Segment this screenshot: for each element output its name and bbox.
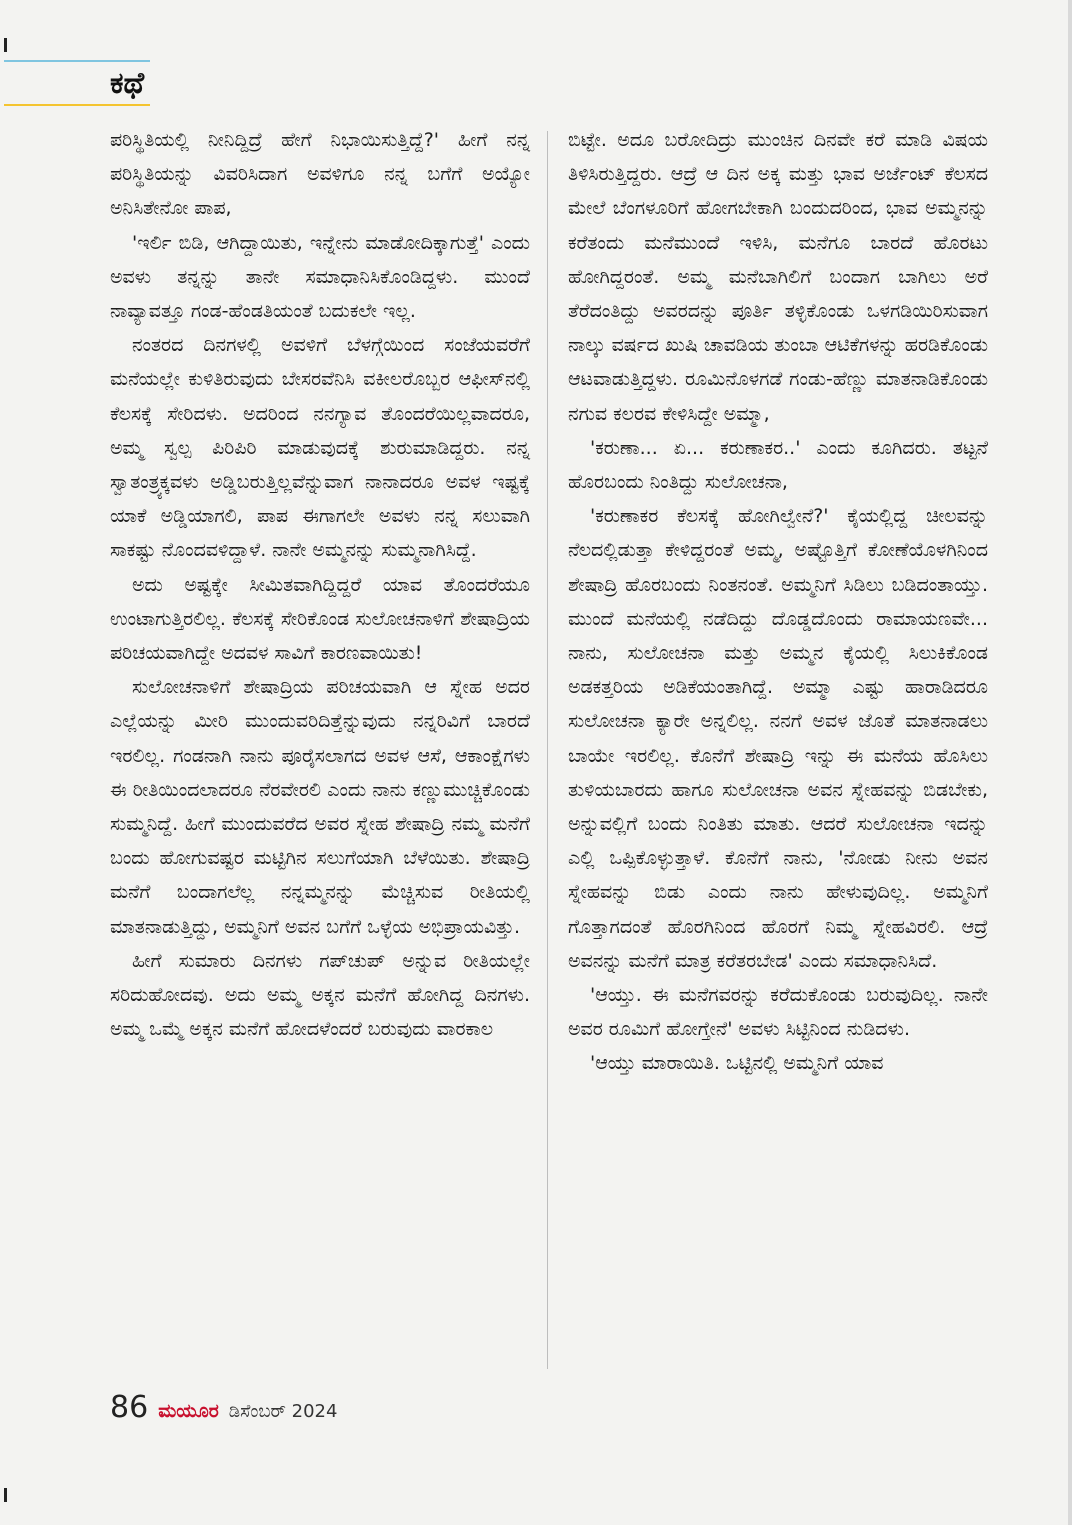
paragraph: 'ಆಯ್ತು. ಈ ಮನೆಗವರನ್ನು ಕರೆದುಕೊಂಡು ಬರುವುದಿಲ್ಲ. ನಾನೇ ಅವರ ರೂಮಿಗೆ ಹೋಗ್ತೇನೆ' ಅವಳು ಸಿಟ್ಟಿನಿಂದ ನುಡಿದಳು. [568, 984, 988, 1041]
paragraph: ಪರಿಸ್ಥಿತಿಯಲ್ಲಿ ನೀನಿದ್ದಿದ್ರೆ ಹೇಗೆ ನಿಭಾಯಿಸುತ್ತಿದ್ದೆ?' ಹೀಗೆ ನನ್ನ ಪರಿಸ್ಥಿತಿಯನ್ನು ವಿವರಿಸಿದಾಗ ಅವಳಿಗೂ ನನ್ನ ಬಗೆಗೆ ಅಯ್ಯೋ ಅನಿಸಿತೇನೋ ಪಾಪ, [110, 129, 530, 220]
header-rule-yellow [4, 104, 150, 106]
paragraph: 'ಆಯ್ತು ಮಾರಾಯಿತಿ. ಒಟ್ಟಿನಲ್ಲಿ ಅಮ್ಮನಿಗೆ ಯಾವ [590, 1052, 884, 1075]
paragraph: ಅದು ಅಷ್ಟಕ್ಕೇ ಸೀಮಿತವಾಗಿದ್ದಿದ್ದರೆ ಯಾವ ತೊಂದರೆಯೂ ಉಂಟಾಗುತ್ತಿರಲಿಲ್ಲ. ಕೆಲಸಕ್ಕೆ ಸೇರಿಕೊಂಡ ಸುಲೋಚನಾಳಿಗೆ ಶೇಷಾದ್ರಿಯ ಪರಿಚಯವಾಗಿದ್ದೇ ಅದವಳ ಸಾವಿಗೆ ಕಾರಣವಾಯಿತು! [110, 573, 530, 665]
paragraph: 'ಇರ್ಲಿ ಬಿಡಿ, ಆಗಿದ್ದಾಯಿತು, ಇನ್ನೇನು ಮಾಡೋದಿಕ್ಕಾಗುತ್ತೆ' ಎಂದು ಅವಳು ತನ್ನನ್ನು ತಾನೇ ಸಮಾಧಾನಿಸಿಕೊಂಡಿದ್ದಳು. ಮುಂದೆ ನಾವ್ಯಾವತ್ತೂ ಗಂಡ-ಹೆಂಡತಿಯಂತೆ ಬದುಕಲೇ ಇಲ್ಲ. [110, 231, 530, 323]
header-rule-blue [4, 60, 150, 62]
paragraph: ಸುಲೋಚನಾಳಿಗೆ ಶೇಷಾದ್ರಿಯ ಪರಿಚಯವಾಗಿ ಆ ಸ್ನೇಹ ಅದರ ಎಲ್ಲೆಯನ್ನು ಮೀರಿ ಮುಂದುವರಿದಿತ್ತೆನ್ನುವುದು ನನ್ನರಿವಿಗೆ ಬಾರದೆ ಇರಲಿಲ್ಲ. ಗಂಡನಾಗಿ ನಾನು ಪೂರೈಸಲಾಗದ ಅವಳ ಆಸೆ, ಆಕಾಂಕ್ಷೆಗಳು ಈ ರೀತಿಯಿಂದಲಾದರೂ ನೆರವೇರಲಿ ಎಂದು ನಾನು ಕಣ್ಣುಮುಚ್ಚಿಕೊಂಡು ಸುಮ್ಮನಿದ್ದೆ. ಹೀಗೆ ಮುಂದುವರೆದ ಅವರ ಸ್ನೇಹ ಶೇಷಾದ್ರಿ ನಮ್ಮ ಮನೆಗೆ ಬಂದು ಹೋಗುವಷ್ಟರ ಮಟ್ಟಿಗಿನ ಸಲುಗೆಯಾಗಿ ಬೆಳೆಯಿತು. ಶೇಷಾದ್ರಿ ಮನೆಗೆ ಬಂದಾಗಲೆಲ್ಲ ನನ್ನಮ್ಮನನ್ನು ಮೆಚ್ಚಿಸುವ ರೀತಿಯಲ್ಲಿ ಮಾತನಾಡುತ್ತಿದ್ದು, ಅಮ್ಮನಿಗೆ ಅವನ ಬಗೆಗೆ ಒಳ್ಳೆಯ ಅಭಿಪ್ರಾಯವಿತ್ತು. [110, 676, 530, 938]
issue-date: ಡಿಸೆಂಬರ್ 2024 [228, 1401, 338, 1422]
paragraph: ನಂತರದ ದಿನಗಳಲ್ಲಿ ಅವಳಿಗೆ ಬೆಳಗ್ಗೆಯಿಂದ ಸಂಜೆಯವರೆಗೆ ಮನೆಯಲ್ಲೇ ಕುಳಿತಿರುವುದು ಬೇಸರವೆನಿಸಿ ವಕೀಲರೊಬ್ಬರ ಆಫೀಸ್‌ನಲ್ಲಿ ಕೆಲಸಕ್ಕೆ ಸೇರಿದಳು. ಅದರಿಂದ ನನಗ್ಯಾವ ತೊಂದರೆಯಿಲ್ಲವಾದರೂ, ಅಮ್ಮ ಸ್ವಲ್ಪ ಪಿರಿಪಿರಿ ಮಾಡುವುದಕ್ಕೆ ಶುರುಮಾಡಿದ್ದರು. ನನ್ನ ಸ್ವಾತಂತ್ರ್ಯಕ್ಕವಳು ಅಡ್ಡಿಬರುತ್ತಿಲ್ಲವೆನ್ನುವಾಗ ನಾನಾದರೂ ಅವಳ ಇಷ್ಟಕ್ಕೆ ಯಾಕೆ ಅಡ್ಡಿಯಾಗಲಿ, ಪಾಪ ಈಗಾಗಲೇ ಅವಳು ನನ್ನ ಸಲುವಾಗಿ ಸಾಕಷ್ಟು ನೊಂದವಳಿದ್ದಾಳೆ. ನಾನೇ ಅಮ್ಮನನ್ನು ಸುಮ್ಮನಾಗಿಸಿದ್ದೆ. [110, 334, 530, 562]
crop-mark-top [4, 38, 7, 52]
paragraph: 'ಕರುಣಾಕರ ಕೆಲಸಕ್ಕೆ ಹೋಗಿಲ್ವೇನೆ?' ಕೈಯಲ್ಲಿದ್ದ ಚೀಲವನ್ನು ನೆಲದಲ್ಲಿಡುತ್ತಾ ಕೇಳಿದ್ದರಂತೆ ಅಮ್ಮ, ಅಷ್ಟೊತ್ತಿಗೆ ಕೋಣೆಯೊಳಗಿನಿಂದ ಶೇಷಾದ್ರಿ ಹೊರಬಂದು ನಿಂತನಂತೆ. ಅಮ್ಮನಿಗೆ ಸಿಡಿಲು ಬಡಿದಂತಾಯ್ತು. ಮುಂದೆ ಮನೆಯಲ್ಲಿ ನಡೆದಿದ್ದು ದೊಡ್ಡದೊಂದು ರಾಮಾಯಣವೇ... ನಾನು, ಸುಲೋಚನಾ ಮತ್ತು ಅಮ್ಮನ ಕೈಯಲ್ಲಿ ಸಿಲುಕಿಕೊಂಡ ಅಡಕತ್ತರಿಯ ಅಡಿಕೆಯಂತಾಗಿದ್ದೆ. ಅಮ್ಮಾ ಎಷ್ಟು ಹಾರಾಡಿದರೂ ಸುಲೋಚನಾ ಕ್ಯಾರೇ ಅನ್ನಲಿಲ್ಲ. ನನಗೆ ಅವಳ ಜೊತೆ ಮಾತನಾಡಲು ಬಾಯೇ ಇರಲಿಲ್ಲ. ಕೊನೆಗೆ ಶೇಷಾದ್ರಿ ಇನ್ನು ಈ ಮನೆಯ ಹೊಸಿಲು ತುಳಿಯಬಾರದು ಹಾಗೂ ಸುಲೋಚನಾ ಅವನ ಸ್ನೇಹವನ್ನು ಬಿಡಬೇಕು, ಅನ್ನುವಲ್ಲಿಗೆ ಬಂದು ನಿಂತಿತು ಮಾತು. ಆದರೆ ಸುಲೋಚನಾ ಇದನ್ನು ಎಲ್ಲಿ ಒಪ್ಪಿಕೊಳ್ಳುತ್ತಾಳೆ. ಕೊನೆಗೆ ನಾನು, 'ನೋಡು ನೀನು ಅವನ ಸ್ನೇಹವನ್ನು ಬಿಡು ಎಂದು ನಾನು ಹೇಳುವುದಿಲ್ಲ. ಅಮ್ಮನಿಗೆ ಗೊತ್ತಾಗದಂತೆ ಹೊರಗಿನಿಂದ ಹೊರಗೆ ನಿಮ್ಮ ಸ್ನೇಹವಿರಲಿ. ಆದ್ರೆ ಅವನನ್ನು ಮನೆಗೆ ಮಾತ್ರ ಕರೆತರಬೇಡ' ಎಂದು ಸಮಾಧಾನಿಸಿದೆ. [568, 505, 988, 972]
page-footer [110, 1390, 337, 1430]
paragraph: ಬಿಟ್ಟೇ. ಅದೂ ಬರೋದಿದ್ರು ಮುಂಚಿನ ದಿನವೇ ಕರೆ ಮಾಡಿ ವಿಷಯ ತಿಳಿಸಿರುತ್ತಿದ್ದರು. ಆದ್ರೆ ಆ ದಿನ ಅಕ್ಕ ಮತ್ತು ಭಾವ ಅರ್ಜೆಂಟ್ ಕೆಲಸದ ಮೇಲೆ ಬೆಂಗಳೂರಿಗೆ ಹೋಗಬೇಕಾಗಿ ಬಂದುದರಿಂದ, ಭಾವ ಅಮ್ಮನನ್ನು ಕರೆತಂದು ಮನೆಮುಂದೆ ಇಳಿಸಿ, ಮನೆಗೂ ಬಾರದೆ ಹೊರಟು ಹೋಗಿದ್ದರಂತೆ. ಅಮ್ಮ ಮನೆಬಾಗಿಲಿಗೆ ಬಂದಾಗ ಬಾಗಿಲು ಅರೆ ತೆರೆದಂತಿದ್ದು ಅವರದನ್ನು ಪೂರ್ತಿ ತಳ್ಳಿಕೊಂಡು ಒಳಗಡಿಯಿರಿಸುವಾಗ ನಾಲ್ಕು ವರ್ಷದ ಖುಷಿ ಚಾವಡಿಯ ತುಂಬಾ ಆಟಿಕೆಗಳನ್ನು ಹರಡಿಕೊಂಡು ಆಟವಾಡುತ್ತಿದ್ದಳು. ರೂಮಿನೊಳಗಡೆ ಗಂಡು-ಹೆಣ್ಣು ಮಾತನಾಡಿಕೊಂಡು ನಗುವ ಕಲರವ ಕೇಳಿಸಿದ್ದೇ ಅಮ್ಮಾ, [568, 129, 988, 425]
page-number: 86 [110, 1390, 149, 1425]
page-edge [1068, 0, 1072, 1525]
magazine-logo: ಮಯೂರ [158, 1400, 219, 1422]
column-divider [547, 131, 548, 1369]
crop-mark-bottom [4, 1488, 7, 1502]
paragraph: 'ಕರುಣಾ... ಏ... ಕರುಣಾಕರ..' ಎಂದು ಕೂಗಿದರು. ತಟ್ಟನೆ ಹೊರಬಂದು ನಿಂತಿದ್ದು ಸುಲೋಚನಾ, [568, 436, 988, 494]
left-column [110, 123, 530, 1046]
paragraph: ಹೀಗೆ ಸುಮಾರು ದಿನಗಳು ಗಪ್‌ಚುಪ್ ಅನ್ನುವ ರೀತಿಯಲ್ಲೇ ಸರಿದುಹೋದವು. ಅದು ಅಮ್ಮ ಅಕ್ಕನ ಮನೆಗೆ ಹೋಗಿದ್ದ ದಿನಗಳು. ಅಮ್ಮ ಒಮ್ಮೆ ಅಕ್ಕನ ಮನೆಗೆ ಹೋದಳೆಂದರೆ ಬರುವುದು ವಾರಕಾಲ [110, 949, 530, 1041]
right-column [568, 123, 988, 1081]
section-label: ಕಥೆ [110, 66, 145, 101]
